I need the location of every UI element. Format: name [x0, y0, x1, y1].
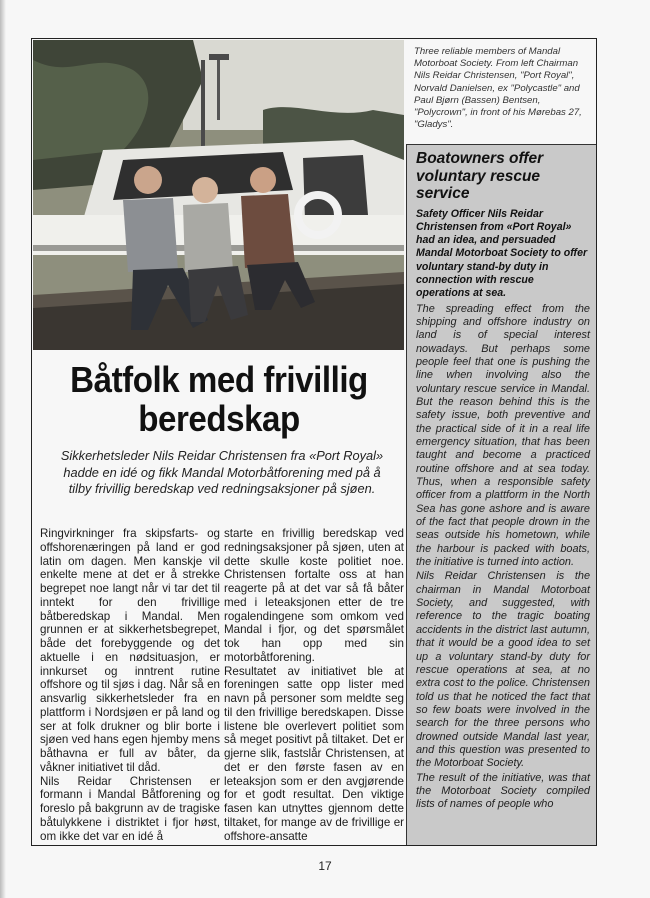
english-summary-box [406, 144, 596, 845]
body-paragraph: starte en frivillig beredskap ved redningsaksjoner på sjøen, uten at dette skulle koste politiet noe. Christensen fortalte oss at han reagerte på at det var så få båter med i leteaksjonen etter de tre rogalendingene som omkom ved Mandal i fjor, og det spørsmålet tok han opp med sin motorbåtforening. [224, 527, 404, 664]
page-edge-shadow [0, 0, 6, 898]
summary-paragraph: Nils Reidar Christensen is the chairman in Mandal Motorboat Society, and suggested, with reference to the tragic boating accidents in the district last autumn, that it would be a good idea to set up a voluntary stand-by duty for rescue operations at sea, at no extra cost to the police. Christensen told us that he noticed the fact that so few boats were involved in the search for the three persons who drowned outside Mandal last year, and this question was presented to the Motorboat Society. [416, 570, 590, 770]
summary-title: Boatowners offer voluntary rescue service [416, 150, 544, 202]
article-headline: Båtfolk med frivillig beredskap [70, 359, 368, 439]
article-photo [33, 40, 404, 350]
article-column-2 [224, 527, 404, 843]
summary-lead: Safety Officer Nils Reidar Christensen from «Port Royal» had an idea, and persuaded Mandal Motorboat Society to offer voluntary stand-by duty in connection with rescue operations at sea. [416, 207, 588, 300]
body-paragraph: Nils Reidar Christensen er formann i Mandal Båtforening og foreslo på bakgrunn av de tragiske båtulykkene i distriktet i fjor høst, om ikke det var en idé å [40, 774, 220, 843]
boat-photo-illustration [33, 40, 404, 350]
article-subheading: Sikkerhetsleder Nils Reidar Christensen fra «Port Royal» hadde en idé og fikk Mandal Motorbåtforening med på å tilby frivillig beredskap ved redningsaksjoner på sjøen. [60, 448, 384, 496]
photo-caption: Three reliable members of Mandal Motorboat Society. From left Chairman Nils Reidar Christensen, "Port Royal", Norvald Danielsen, ex "Polycastle" and Paul Bjørn (Bassen) Bentsen, "Polycrown", in front of his Mørebas 27, "Gladys". [414, 46, 582, 131]
summary-body [416, 303, 590, 812]
body-paragraph: Ringvirkninger fra skipsfarts- og offshorenæringen på land er god latin om dagen. Men kanskje vil enkelte mene at det er å strekke begrepet noe langt når vi tar det til inntekt for den frivillige båtberedskap i Mandal. Men grunnen er at sikkerhetsbegrepet, både det forebyggende og det aktuelle i en nødsituasjon, er innkurset og inntrent rutine offshore og til sjøs i dag. Når så en ansvarlig sikkerhetsleder fra en plattform i Nordsjøen er på land og ser at folk drukner og blir borte i sjøen ved hans egen hjemby mens båthavna er full av båter, da våkner initiativet til dåd. [40, 527, 220, 774]
page-number: 17 [318, 859, 332, 873]
summary-paragraph: The result of the initiative, was that the Motorboat Society compiled lists of names of people who [416, 771, 590, 811]
summary-paragraph: The spreading effect from the shipping and offshore industry on land is of special interest nowadays. But perhaps some people feel that one is pushing the line when involving also the voluntary rescue service in Mandal. But the reason behind this is the safety issue, both preventive and the practical side of it in a real life emergency situation, that has been taught and become a practiced routine offshore and at sea today. Thus, when a responsible safety officer from a plattform in the North Sea has gone ashore and is aware of the fact that people drown in the seas outside his hometown, while the harbour is packed with boats, the initiative is turned into action. [416, 302, 590, 569]
article-column-1 [40, 527, 220, 843]
body-paragraph: Resultatet av initiativet ble at foreningen satte opp lister med navn på personer som meldte seg til den frivillige beredskapen. Disse listene ble overlevert politiet som så meget positivt på tiltaket. Det er gjerne slik, fastslår Christensen, at det er den første fasen av en leteaksjon som er den avgjørende for et godt resultat. Den viktige fasen kan utnyttes gjennom dette tiltaket, for mange av de frivillige er offshore-ansatte [224, 664, 404, 843]
